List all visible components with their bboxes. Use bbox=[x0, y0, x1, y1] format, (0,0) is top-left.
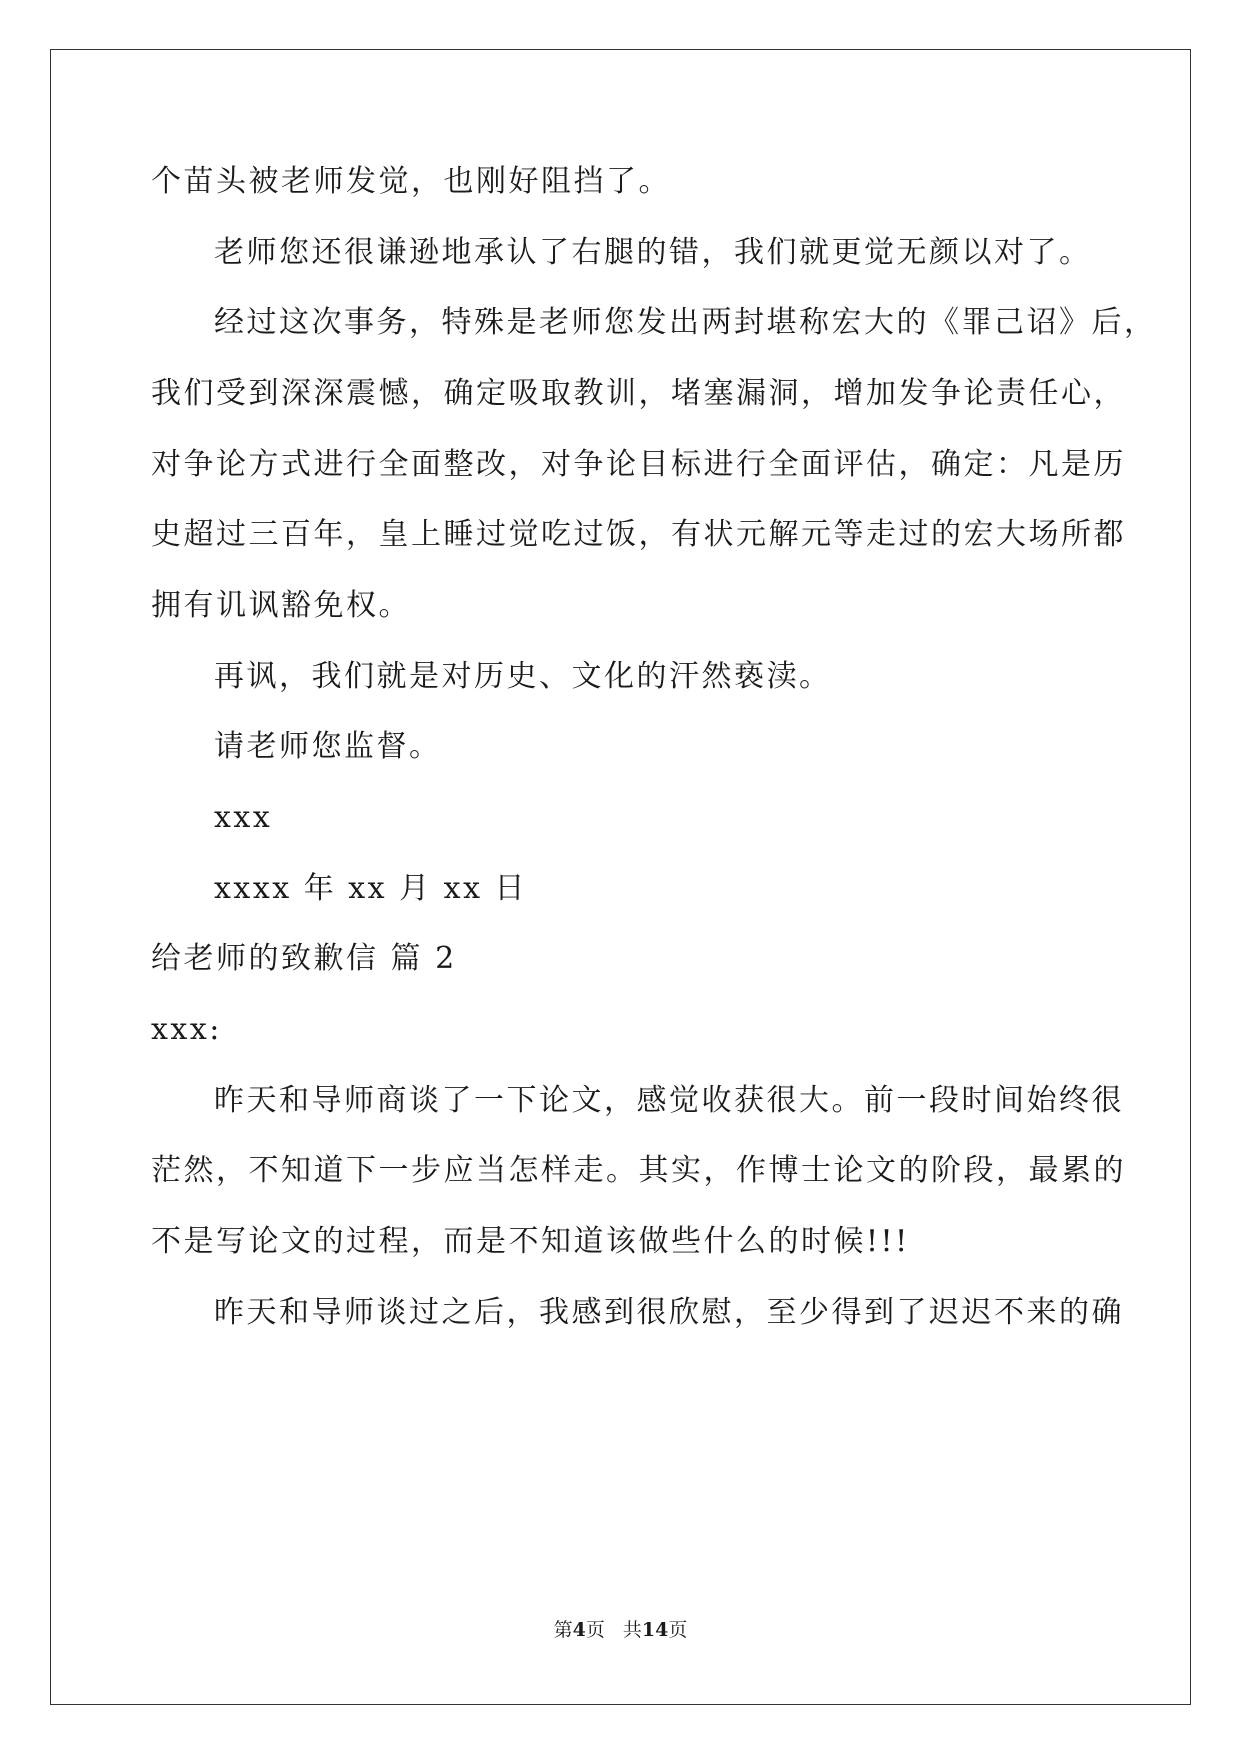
paragraph-line: 再讽，我们就是对历史、文化的汗然亵渎。 bbox=[214, 659, 832, 694]
paragraph-line: 史超过三百年，皇上睡过觉吃过饭，有状元解元等走过的宏大场所都 bbox=[151, 517, 1126, 552]
paragraph-line: 请老师您监督。 bbox=[214, 729, 442, 764]
paragraph-line: 个苗头被老师发觉，也刚好阻挡了。 bbox=[151, 164, 671, 199]
footer-prefix: 第 bbox=[553, 1619, 573, 1641]
paragraph-line: 我们受到深深震憾，确定吸取教训，堵塞漏洞，增加发争论责任心， bbox=[151, 376, 1126, 411]
footer-page-number: 4 bbox=[572, 1619, 586, 1641]
salutation: xxx: bbox=[151, 1012, 222, 1047]
paragraph-line: 拥有讥讽豁免权。 bbox=[151, 588, 411, 623]
footer-total-suffix: 页 bbox=[668, 1619, 688, 1641]
footer-page-suffix: 页 bbox=[585, 1619, 605, 1641]
signature-name: xxx bbox=[214, 800, 273, 835]
page-footer bbox=[0, 1618, 1241, 1642]
paragraph-line: 昨天和导师商谈了一下论文，感觉收获很大。前一段时间始终很 bbox=[214, 1083, 1124, 1118]
paragraph-line: 老师您还很谦逊地承认了右腿的错，我们就更觉无颜以对了。 bbox=[214, 235, 1092, 270]
footer-total-pages: 14 bbox=[641, 1619, 669, 1641]
footer-total-prefix: 共 bbox=[622, 1619, 642, 1641]
paragraph-line: 不是写论文的过程，而是不知道该做些什么的时候!!! bbox=[151, 1224, 910, 1259]
signature-date: xxxx 年 xx 月 xx 日 bbox=[214, 871, 528, 906]
paragraph-line: 昨天和导师谈过之后，我感到很欣慰，至少得到了迟迟不来的确 bbox=[214, 1295, 1124, 1330]
section-heading: 给老师的致歉信 篇 2 bbox=[151, 941, 457, 976]
paragraph-line: 对争论方式进行全面整改，对争论目标进行全面评估，确定：凡是历 bbox=[151, 447, 1126, 482]
paragraph-line: 茫然，不知道下一步应当怎样走。其实，作博士论文的阶段，最累的 bbox=[151, 1153, 1126, 1188]
paragraph-line: 经过这次事务，特殊是老师您发出两封堪称宏大的《罪己诏》后， bbox=[214, 305, 1157, 340]
